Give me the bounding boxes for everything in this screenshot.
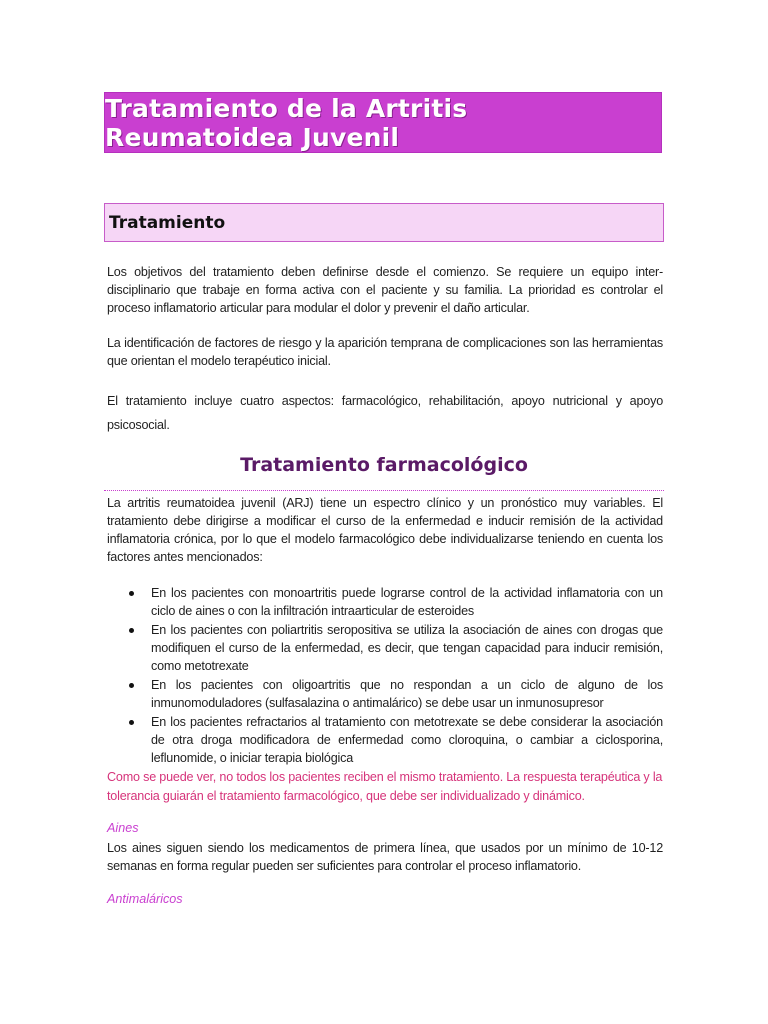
section-heading: Tratamiento xyxy=(109,212,226,233)
document-title: Tratamiento de la Artritis Reumatoidea Juvenil xyxy=(105,93,468,152)
paragraph-objetivos: Los objetivos del tratamiento deben definirse desde el comienzo. Se requiere un equipo inter-disciplinario que trabaje en forma activa con el paciente y su familia. La prioridad es controlar el proceso inflamatorio articular para modular el dolor y prevenir el daño articular. xyxy=(107,265,663,315)
list-item-text: En los pacientes con oligoartritis que no respondan a un ciclo de alguno de los inmunomoduladores (sulfasalazina o antimalárico) se debe usar un inmunosupresor xyxy=(151,678,663,710)
list-item-text: En los pacientes refractarios al tratamiento con metotrexate se debe considerar la asociación de otra droga modificadora de enfermedad como cloroquina, o cambiar a ciclosporina, leflunomide, o iniciar terapia biológica xyxy=(151,715,663,765)
list-item-text: En los pacientes con poliartritis seropositiva se utiliza la asociación de aines con drogas que modifiquen el curso de la enfermedad, es decir, que tengan capacidad para inducir remisión, como metotrexate xyxy=(151,623,663,673)
bullet-dot-icon xyxy=(129,683,134,688)
list-item xyxy=(107,584,663,620)
list-item xyxy=(107,621,663,675)
paragraph-aspectos: El tratamiento incluye cuatro aspectos: farmacológico, rehabilitación, apoyo nutricional y apoyo psicosocial. xyxy=(107,394,663,432)
bullet-list xyxy=(107,584,663,768)
subheading-farmacologico xyxy=(104,449,664,491)
antimalaricos-label: Antimaláricos xyxy=(107,892,183,906)
section-heading-box xyxy=(104,203,664,242)
aines-label: Aines xyxy=(107,821,139,835)
paragraph-factores-riesgo: La identificación de factores de riesgo y la aparición temprana de complicaciones son las herramientas que orientan el modelo terapéutico inicial. xyxy=(107,336,663,368)
bullet-dot-icon xyxy=(129,628,134,633)
paragraph-aines: Los aines siguen siendo los medicamentos de primera línea, que usados por un mínimo de 10-12 semanas en forma regular pueden ser suficientes para controlar el proceso inflamatorio. xyxy=(107,841,663,873)
list-item xyxy=(107,676,663,712)
title-banner xyxy=(104,92,662,153)
list-item-text: En los pacientes con monoartritis puede lograrse control de la actividad inflamatoria con un ciclo de aines o con la infiltración intraarticular de esteroides xyxy=(151,586,663,618)
paragraph-farmaco-intro: La artritis reumatoidea juvenil (ARJ) tiene un espectro clínico y un pronóstico muy variables. El tratamiento debe dirigirse a modificar el curso de la enfermedad e inducir remisión de la actividad inflamatoria crónica, por lo que el modelo farmacológico debe individualizarse teniendo en cuenta los factores antes mencionados: xyxy=(107,496,663,564)
bullet-dot-icon xyxy=(129,591,134,596)
list-item xyxy=(107,713,663,767)
highlight-note: Como se puede ver, no todos los pacientes reciben el mismo tratamiento. La respuesta terapéutica y la tolerancia guiarán el tratamiento farmacológico, que debe ser individualizado y dinámico. xyxy=(107,770,663,803)
subheading-text: Tratamiento farmacológico xyxy=(240,454,528,476)
bullet-dot-icon xyxy=(129,720,134,725)
